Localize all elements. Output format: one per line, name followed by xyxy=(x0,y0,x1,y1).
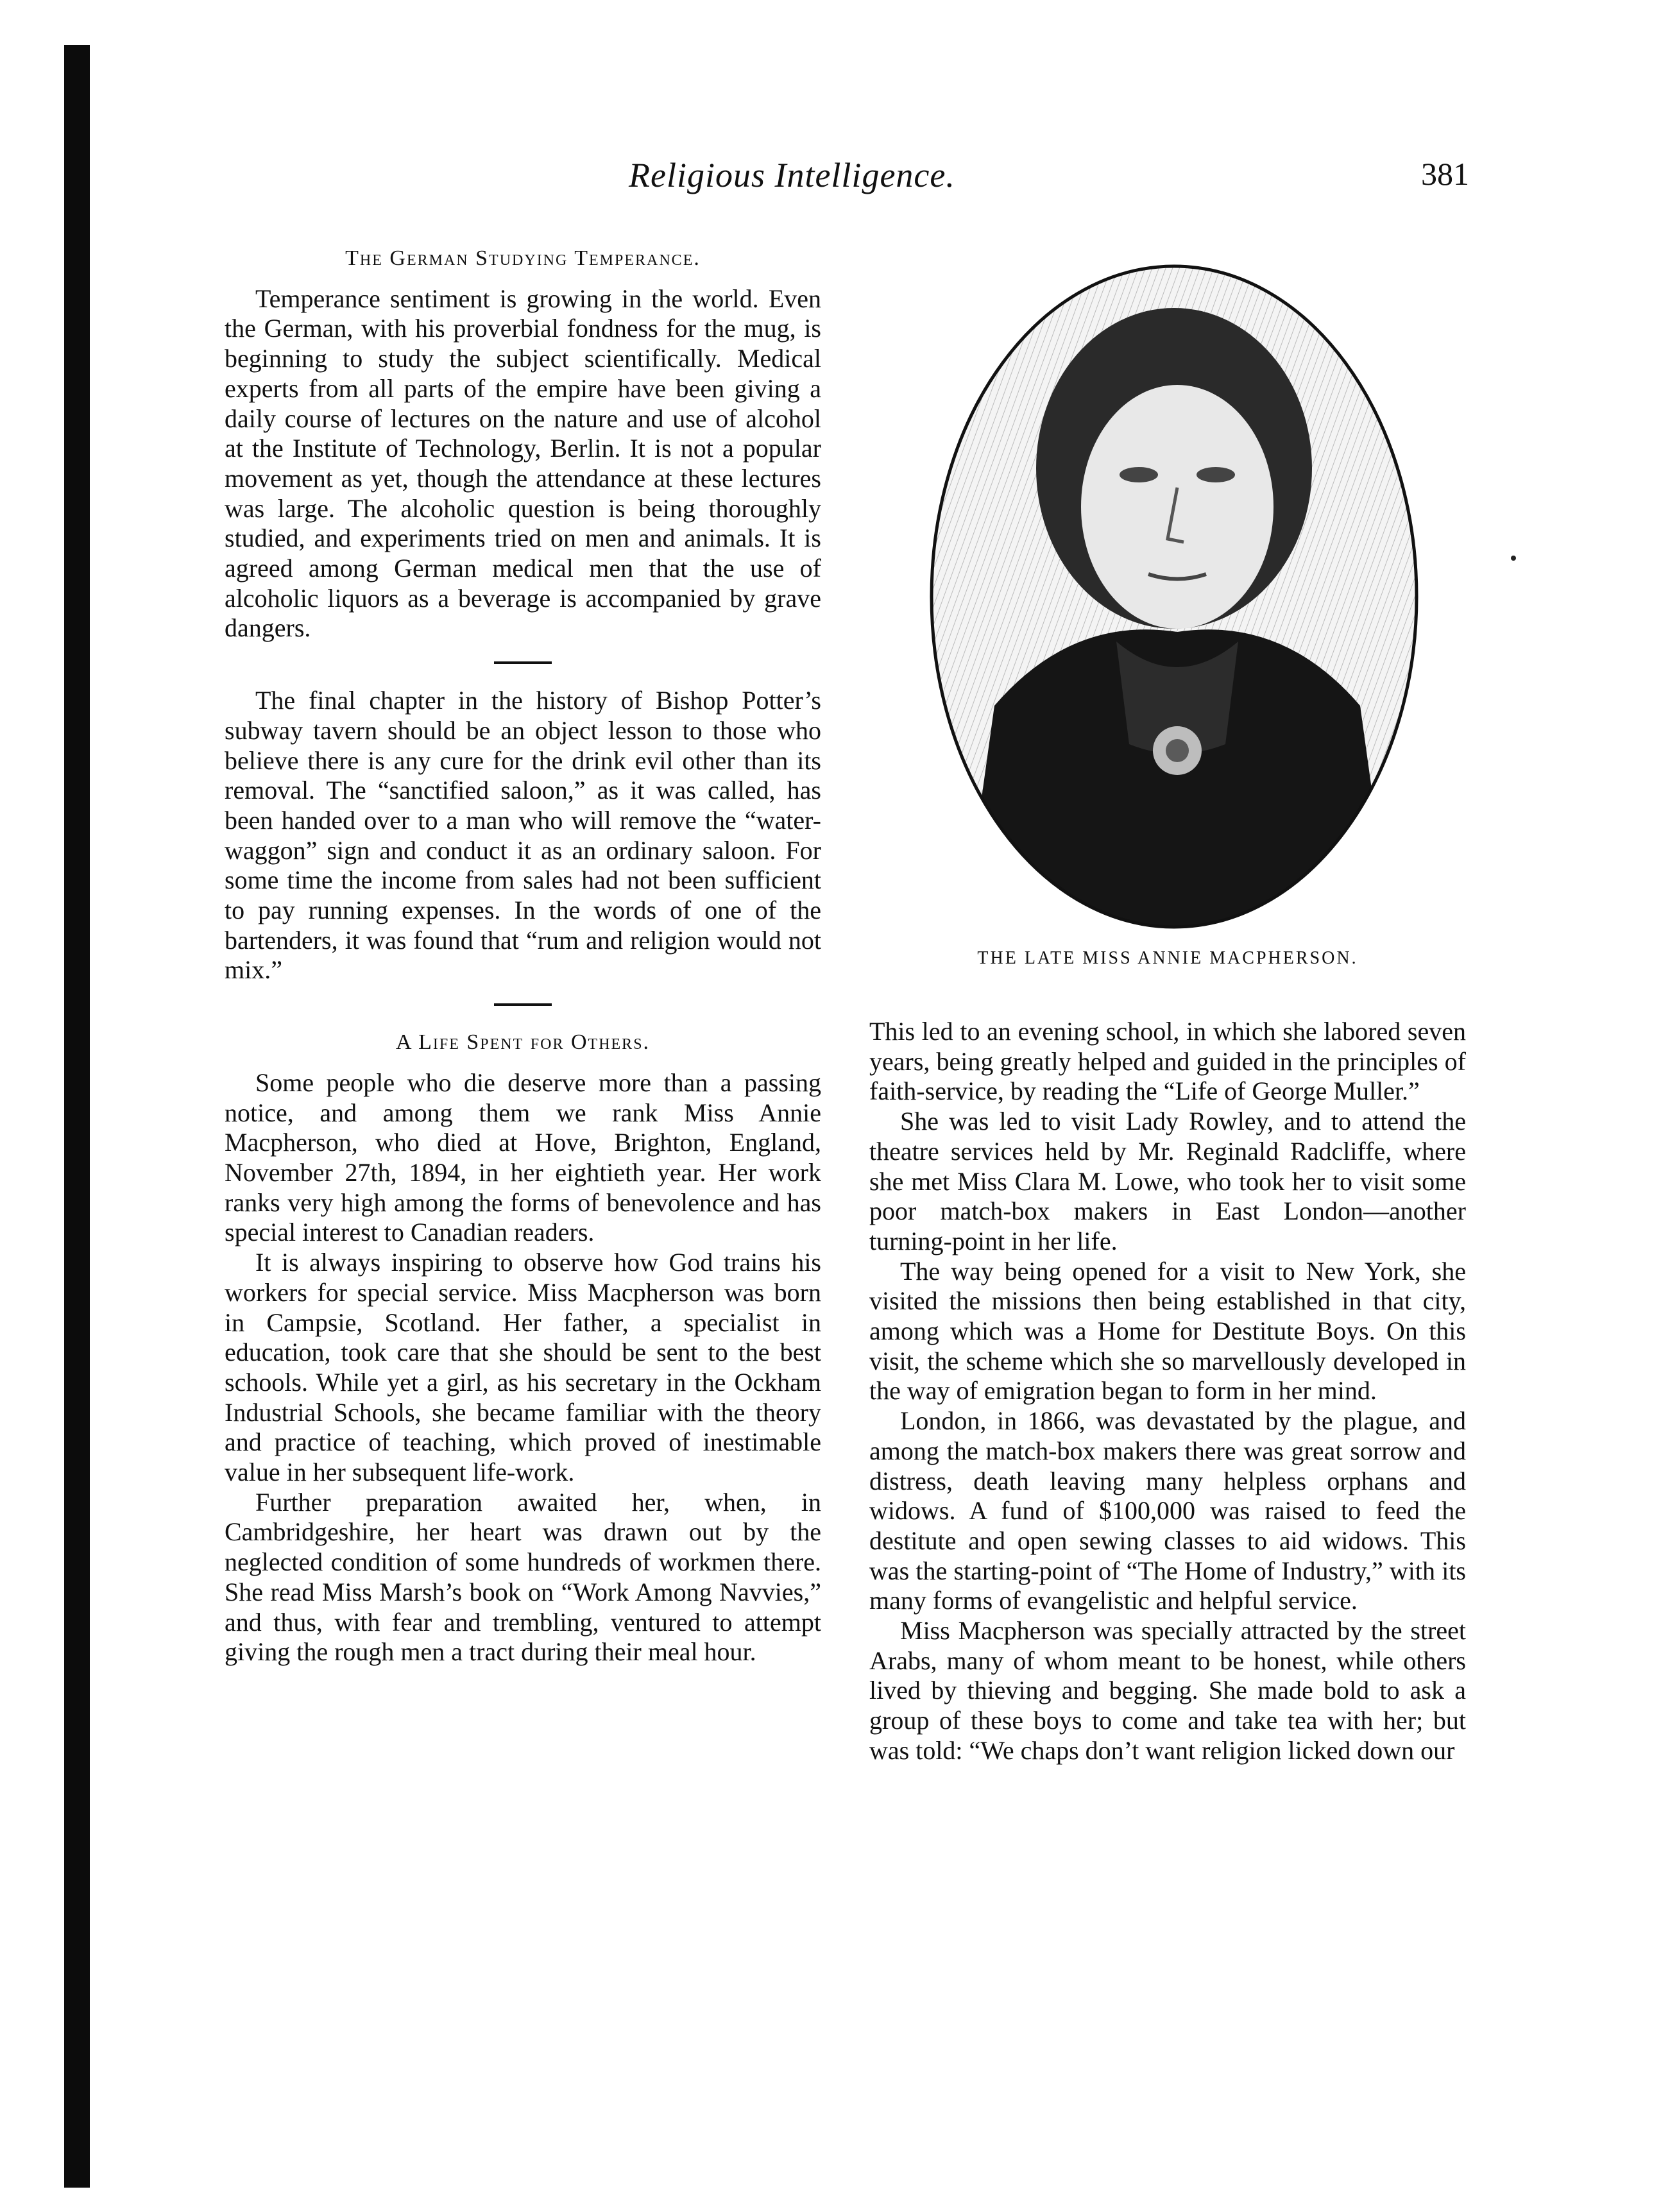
paragraph: The final chapter in the history of Bishop Potter’s subway tavern should be an object lesson to those who believe there is any cure for the drink evil other than its removal. The “sanctified saloon,” as it was called, has been handed over to a man who will remove the “water-waggon” sign and conduct it as an ordinary saloon. For some time the income from sales had not been sufficient to pay running expenses. In the words of one of the bartenders, it was found that “rum and religion would not mix.” xyxy=(225,686,821,985)
section-divider xyxy=(494,661,552,664)
paragraph: This led to an evening school, in which she labored seven years, being greatly helped and guided in the principles of faith-service, by reading the “Life of George Muller.” xyxy=(869,1017,1466,1106)
page-number: 381 xyxy=(1421,156,1469,192)
portrait-figure xyxy=(924,257,1424,937)
paragraph: It is always inspiring to observe how God trains his workers for special service. Miss Macpherson was born in Campsie, Scotland. Her father, a specialist in education, took care that she should be sent to the best schools. While yet a girl, as his secretary in the Ockham Industrial Schools, she became familiar with the theory and practice of teaching, which proved of inestimable value in her subsequent life-work. xyxy=(225,1248,821,1487)
section-heading-life-spent: A Life Spent for Others. xyxy=(395,1030,651,1055)
paragraph: Temperance sentiment is growing in the world. Even the German, with his proverbial fondness for the mug, is beginning to study the subject scientifically. Medical experts from all parts of the empire have been giving a daily course of lectures on the nature and use of alcohol at the Institute of Technology, Berlin. It is not a popular movement as yet, though the attendance at these lectures was large. The alcoholic question is being thoroughly studied, and experiments tried on men and animals. It is agreed among German medical men that the use of alcoholic liquors as a beverage is accompanied by grave dangers. xyxy=(225,284,821,643)
paragraph: Miss Macpherson was specially attracted by the street Arabs, many of whom meant to be honest, while others lived by thieving and begging. She made bold to ask a group of these boys to come and take tea with her; but was told: “We chaps don’t want religion licked down our xyxy=(869,1616,1466,1765)
paragraph: Further preparation awaited her, when, in Cambridgeshire, her heart was drawn out by the neglected condition of some hundreds of workmen there. She read Miss Marsh’s book on “Work Among Navvies,” and thus, with fear and trembling, ventured to attempt giving the rough men a tract during their meal hour. xyxy=(225,1487,821,1667)
running-title: Religious Intelligence. xyxy=(629,156,955,194)
section-divider xyxy=(494,1003,552,1006)
section-heading-german-temperance: The German Studying Temperance. xyxy=(345,246,701,270)
ink-speck xyxy=(1511,556,1516,561)
paragraph: She was led to visit Lady Rowley, and to attend the theatre services held by Mr. Reginald Radcliffe, where she met Miss Clara M. Lowe, who took her to visit some poor match-box makers in East London—another turning-point in her life. xyxy=(869,1107,1466,1255)
paragraph: Some people who die deserve more than a passing notice, and among them we rank Miss Annie Macpherson, who died at Hove, Brighton, England, November 27th, 1894, in her eightieth year. Her work ranks very high among the forms of benevolence and has special interest to Canadian readers. xyxy=(225,1068,821,1247)
running-head xyxy=(225,155,1469,207)
paragraph: The way being opened for a visit to New York, she visited the missions then being established in that city, among which was a Home for Destitute Boys. On this visit, the scheme which she so marvellously developed in the way of emigration began to form in her mind. xyxy=(869,1256,1466,1406)
figure-caption: THE LATE MISS ANNIE MACPHERSON. xyxy=(977,948,1358,968)
binding-edge xyxy=(64,45,90,2188)
portrait-image xyxy=(924,257,1424,937)
right-column xyxy=(869,1017,1466,1766)
left-column xyxy=(225,244,821,1667)
paragraph: London, in 1866, was devastated by the plague, and among the match-box makers there was great sorrow and distress, death leaving many helpless orphans and widows. A fund of $100,000 was raised to feed the destitute and open sewing classes to aid widows. This was the starting-point of “The Home of Industry,” with its many forms of evangelistic and helpful service. xyxy=(869,1406,1466,1615)
